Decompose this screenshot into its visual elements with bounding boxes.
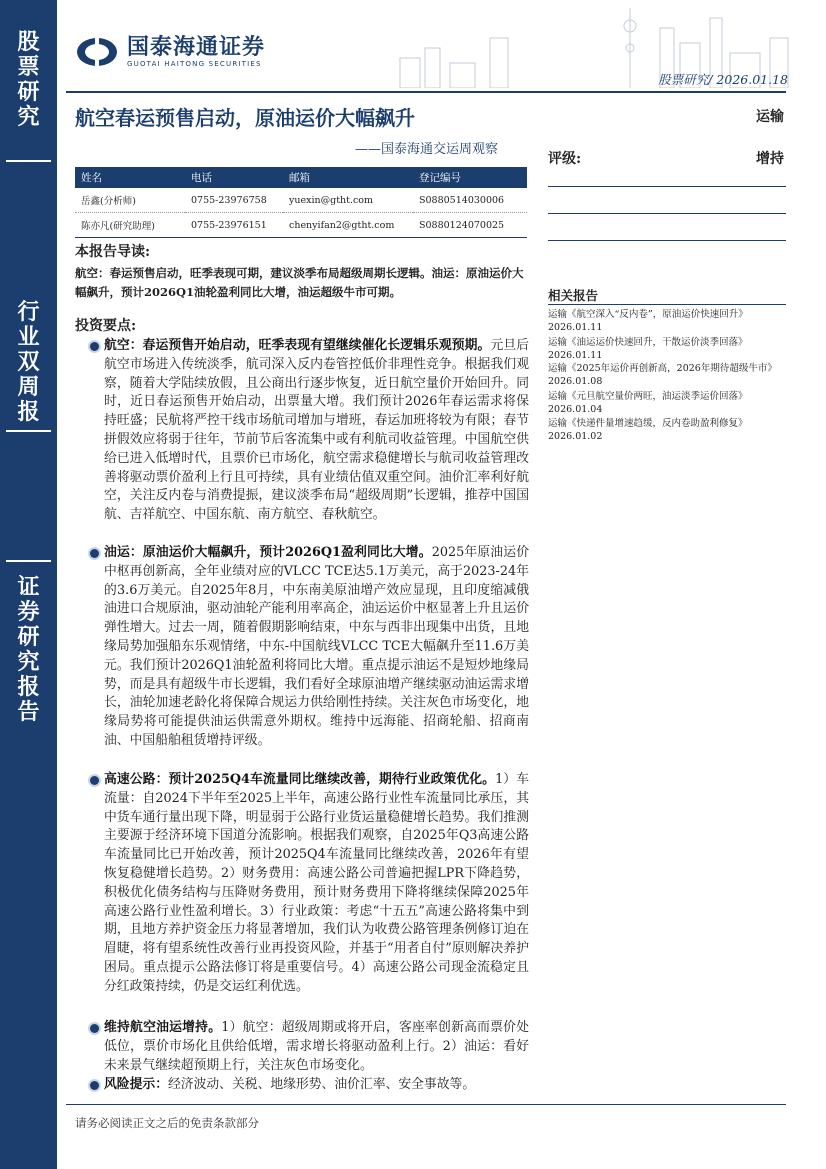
table-cell: 陈亦凡(研究助理): [75, 213, 185, 238]
rating-divider: [548, 240, 786, 241]
table-header: 邮箱: [283, 167, 413, 188]
related-report-date: 2026.01.08: [548, 376, 603, 387]
table-header: 电话: [185, 167, 283, 188]
rating-label: 评级:: [548, 151, 582, 167]
point-body: 2025年原油运价中枢再创新高，全年业绩对应的VLCC TCE达5.1万美元，高于2023-24年的3.6万美元。自2025年8月，中东南美原油增产效应显现，且印度缩减俄油进口合规原油，驱动油轮产能利用率高企，油运运价中枢显著上升且运价弹性增大。过去一周，随着假期影响结束，中东与西非出现集中出货，且地缘局势加强船东乐观情绪，中东-中国航线VLCC TCE大幅飙升至11.6万美元。我们预计2026Q1油轮盈利将同比大增。重点提示油运不是短炒地缘局势，而是具有超级牛市长逻辑，我们看好全球原油增产继续驱动油运需求增长，油轮加速老龄化将保障合规运力供给刚性持续。关注灰色市场变化，地缘局势将可能提供油运供需意外期权。维持中远海能、招商轮船、招商南油、中国船舶租赁增持评级。: [104, 545, 529, 748]
related-report-link[interactable]: 运输《快递件量增速趋缓，反内卷助盈利修复》: [548, 418, 748, 429]
point-risk: [104, 1076, 529, 1095]
point-oil-shipping: [104, 544, 529, 751]
sidebar-divider: [6, 160, 51, 162]
table-header: 姓名: [75, 167, 185, 188]
header-category-date: 股票研究/ 2026.01.18: [658, 72, 788, 87]
related-divider: [548, 304, 786, 305]
related-report-date: 2026.01.11: [548, 322, 603, 333]
table-row: [75, 188, 527, 213]
sidebar-label-securities-report: 证 券 研 究 报 告: [17, 574, 40, 725]
report-title: 航空春运预售启动，原油运价大幅飙升: [75, 106, 415, 130]
logo-mark-icon: [75, 36, 119, 68]
bullet-icon: [90, 342, 99, 351]
point-body: 1）车流量：自2024下半年至2025上半年，高速公路行业性车流量同比承压，其中货车通行量出现下降，明显弱于公路行业货运量稳健增长趋势。我们推测主要源于经济环境下国道分流影响。根据我们观察，自2025年Q3高速公路车流量同比已开始改善，预计2025Q4车流量同比继续改善，2026年有望恢复稳健增长趋势。2）财务费用：高速公路公司普遍把握LPR下降趋势，积极优化债务结构与压降财务费用，预计财务费用下降将继续保障2025年高速公路行业性盈利增长。3）行业政策：考虑“十五五”高速公路将集中到期，且地方养护资金压力将显著增加，我们认为收费公路管理条例修订迫在眉睫，将有望系统性改善行业再投资风险，并基于“用者自付”原则解决养护困局。重点提示公路法修订将是重要信号。4）高速公路公司现金流稳定且分红政策持续，仍是交运红利优选。: [104, 772, 529, 994]
point-heading: 高速公路：预计2025Q4车流量同比继续改善，期待行业政策优化。: [104, 772, 496, 787]
point-recommendation: [104, 1019, 529, 1075]
guide-heading: 本报告导读:: [75, 244, 151, 260]
related-report-link[interactable]: 运输《元旦航空量价两旺，油运淡季运价回落》: [548, 391, 748, 402]
table-cell: S0880124070025: [413, 213, 527, 238]
rating-divider: [548, 213, 786, 214]
bullet-icon: [90, 776, 99, 785]
point-heading: 维持航空油运增持。: [104, 1020, 222, 1035]
logo-chinese-name: 国泰海通证券: [127, 35, 266, 60]
sidebar-divider: [6, 430, 51, 432]
sidebar-label-stock-research: 股 票 研 究: [17, 29, 40, 130]
related-reports-heading: 相关报告: [548, 288, 599, 303]
logo-english-name: GUOTAI HAITONG SECURITIES: [127, 60, 262, 68]
point-body: 1）航空：超级周期或将开启，客座率创新高而票价处低位，票价市场化且供给低增，需求增长将驱动盈利上行。2）油运：看好未来景气继续超预期上行，关注灰色市场变化。: [104, 1020, 529, 1073]
sidebar-divider: [6, 560, 51, 562]
left-sidebar: [0, 0, 57, 1169]
table-cell: 0755-23976758: [185, 188, 283, 213]
point-body: 经济波动、关税、地缘形势、油价汇率、安全事故等。: [167, 1077, 476, 1092]
related-report-date: 2026.01.02: [548, 431, 603, 442]
table-row: [75, 213, 527, 238]
company-logo: [75, 36, 265, 68]
related-report-link[interactable]: 运输《油运运价快速回升，干散运价淡季回落》: [548, 337, 748, 348]
bullet-icon: [90, 1024, 99, 1033]
related-report-date: 2026.01.04: [548, 404, 603, 415]
table-cell: 岳鑫(分析师): [75, 188, 185, 213]
footer-disclaimer: 请务必阅读正文之后的免责条款部分: [75, 1116, 259, 1130]
analyst-table: [75, 167, 527, 238]
sidebar-label-report-type: 行 业 双 周 报: [17, 299, 40, 425]
footer-rule: [66, 1104, 786, 1105]
table-header-row: [75, 167, 527, 188]
point-heading: 航空：春运预售开始启动，旺季表现有望继续催化长逻辑乐观预期。: [104, 338, 491, 353]
bullet-icon: [90, 1081, 99, 1090]
table-cell[interactable]: chenyifan2@gtht.com: [283, 213, 413, 238]
rating-value: 增持: [756, 151, 784, 167]
header-rule: [66, 91, 786, 93]
related-report-date: 2026.01.11: [548, 350, 603, 361]
points-heading: 投资要点:: [75, 318, 137, 334]
guide-text: 航空：春运预售启动，旺季表现可期，建议淡季布局超级周期长逻辑。油运：原油运价大幅飙升，预计2026Q1油轮盈利同比大增，油运超级牛市可期。: [75, 266, 524, 299]
point-heading: 风险提示：: [104, 1077, 168, 1092]
point-aviation: [104, 337, 529, 525]
point-highways: [104, 771, 529, 997]
rating-divider: [548, 186, 786, 187]
table-cell: 0755-23976151: [185, 213, 283, 238]
related-report-link[interactable]: 运输《航空深入“反内卷”，原油运价快速回升》: [548, 309, 748, 320]
bullet-icon: [90, 549, 99, 558]
report-subtitle: ——国泰海通交运周观察: [355, 142, 499, 157]
point-body: 元旦后航空市场进入传统淡季，航司深入反内卷管控低价非理性竞争。根据我们观察，随着大学陆续放假，且公商出行逐步恢复，近日航空量价开始回升。同时，近日春运预售开始启动，出票量大增。我们预计2026年春运需求将保持旺盛；民航将严控干线市场航司增加与增班，春运加班将较为有限；春节拼假效应将弱于往年，节前节后客流集中或有利航司收益管理。中国航空供给已进入低增时代，且票价已市场化，航空需求稳健增长与航司收益管理改善将驱动票价盈利上行且可持续，具有业绩估值双重空间。油价汇率利好航空，关注反内卷与消费提振，建议淡季布局“超级周期”长逻辑，推荐中国国航、吉祥航空、中国东航、南方航空、春秋航空。: [104, 338, 530, 523]
table-cell: S0880514030006: [413, 188, 527, 213]
industry-label: 运输: [756, 109, 784, 125]
table-header: 登记编号: [413, 167, 527, 188]
related-report-link[interactable]: 运输《2025年运价再创新高，2026年期待超级牛市》: [548, 363, 777, 374]
table-cell[interactable]: yuexin@gtht.com: [283, 188, 413, 213]
point-heading: 油运：原油运价大幅飙升，预计2026Q1盈利同比大增。: [104, 545, 432, 560]
